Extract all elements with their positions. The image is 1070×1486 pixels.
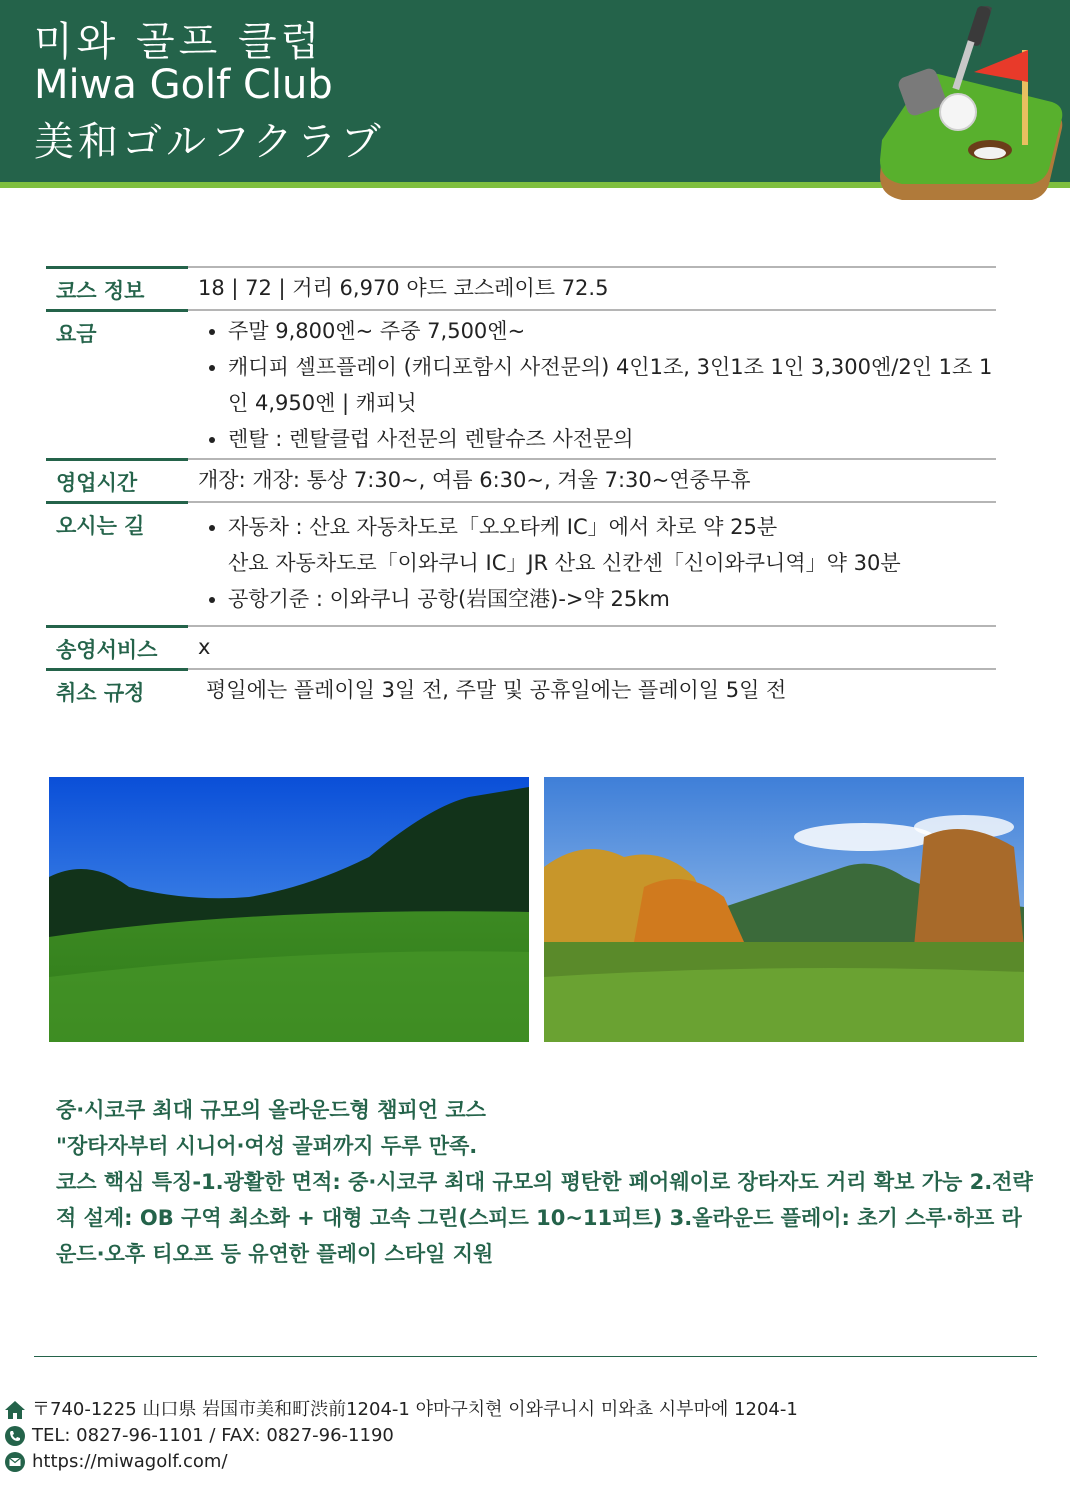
info-row-access [46, 501, 996, 625]
footer-divider [34, 1356, 1037, 1357]
info-row-course [46, 266, 996, 309]
info-value: 18 | 72 | 거리 6,970 야드 코스레이트 72.5 [198, 276, 609, 300]
access-item: • 자동차 : 산요 자동차도로「오오타케 IC」에서 차로 약 25분 [228, 509, 996, 545]
info-row-hours [46, 458, 996, 501]
info-row-cancellation [46, 668, 996, 714]
course-info-table [46, 266, 996, 714]
course-photo-summer [49, 777, 529, 1042]
description-line: 중·시코쿠 최대 규모의 올라운드형 챔피언 코스 [56, 1098, 486, 1122]
title-japanese: 美和ゴルフクラブ [34, 119, 385, 165]
info-value: x [198, 635, 211, 659]
fee-item: • 캐디피 셀프플레이 (캐디포함시 사전문의) 4인1조, 3인1조 1인 3,300엔/2인 1조 1인 4,950엔 | 캐피닛 [228, 349, 996, 421]
info-label: 요금 [46, 309, 188, 348]
address-text: 〒740-1225 山口県 岩国市美和町渋前1204-1 야마구치현 이와쿠니시 미와쵸 시부마에 1204-1 [32, 1399, 798, 1420]
info-label: 영업시간 [46, 458, 188, 497]
info-label: 취소 규정 [46, 668, 188, 707]
course-description [56, 1092, 1036, 1272]
description-line: 코스 핵심 특징-1.광활한 면적: 중·시코쿠 최대 규모의 평탄한 페어웨이로 장타자도 거리 확보 가능 2.전략적 설계: OB 구역 최소화 + 대형 고속 그린(스피드 10~11피트) 3.올라운드 플레이: 초기 스루·하프 라운드·오후 티오프 등 유연한 플레이 스타일 지원 [56, 1170, 1033, 1266]
phone-row [4, 1423, 798, 1449]
info-row-fee [46, 309, 996, 458]
website-row [4, 1449, 798, 1475]
fee-item: • 주말 9,800엔~ 주중 7,500엔~ [228, 313, 996, 349]
website-link[interactable]: https://miwagolf.com/ [32, 1451, 228, 1472]
home-icon [4, 1399, 26, 1421]
contact-footer [4, 1397, 798, 1475]
title-korean: 미와 골프 클럽 [34, 19, 324, 65]
info-row-shuttle [46, 625, 996, 668]
description-line: "장타자부터 시니어·여성 골퍼까지 두루 만족. [56, 1134, 478, 1158]
title-english: Miwa Golf Club [34, 62, 333, 108]
mail-icon [4, 1451, 26, 1473]
access-item: • 공항기준 : 이와쿠니 공항(岩国空港)->약 25km [228, 581, 996, 617]
phone-text: TEL: 0827-96-1101 / FAX: 0827-96-1190 [32, 1425, 394, 1446]
info-label: 코스 정보 [46, 266, 188, 305]
phone-icon [4, 1425, 26, 1447]
address-row [4, 1397, 798, 1423]
fee-item: • 렌탈 : 렌탈클럽 사전문의 렌탈슈즈 사전문의 [228, 421, 996, 457]
info-label: 송영서비스 [46, 625, 188, 664]
golf-icon [862, 0, 1070, 215]
course-photo-autumn [544, 777, 1024, 1042]
info-value: 개장: 개장: 통상 7:30~, 여름 6:30~, 겨울 7:30~연중무휴 [198, 468, 751, 492]
info-value: 평일에는 플레이일 3일 전, 주말 및 공휴일에는 플레이일 5일 전 [206, 678, 787, 702]
info-label: 오시는 길 [46, 501, 188, 540]
access-extra: 산요 자동차도로「이와쿠니 IC」JR 산요 신칸센「신이와쿠니역」약 30분 [228, 551, 901, 575]
